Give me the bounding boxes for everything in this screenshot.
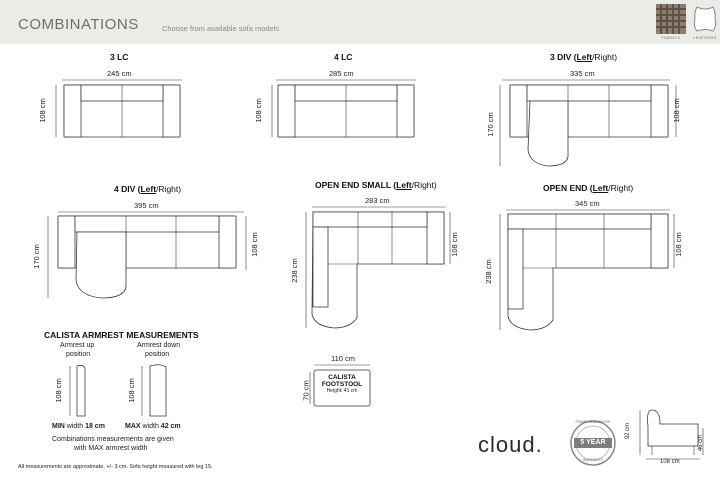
cloud-logo: cloud. xyxy=(478,432,543,457)
armrest-min-width: MIN width 18 cm xyxy=(52,423,105,430)
model-4lc-depth: 108 cm xyxy=(253,98,263,123)
model-oes-width: 283 cm xyxy=(365,196,390,205)
model-4div-width: 395 cm xyxy=(134,201,159,210)
badge-bottom-text: WARRANTY xyxy=(583,458,603,462)
armrest-up-label-2: position xyxy=(66,351,91,358)
model-3div-chaise: 170 cm xyxy=(485,112,495,137)
model-4div-right: /Right) xyxy=(156,184,182,194)
leathers-label: LEATHERS xyxy=(693,35,717,40)
model-3lc-depth: 108 cm xyxy=(37,98,47,123)
armrest-note-2: with MAX armrest width xyxy=(74,445,148,452)
model-3div-width: 335 cm xyxy=(570,69,595,78)
armrest-heading: CALISTA ARMREST MEASUREMENTS xyxy=(44,330,199,340)
model-oe-depth: 108 cm xyxy=(673,232,683,257)
model-3div-right: /Right) xyxy=(592,52,618,62)
badge-top-text: FRAME GUARANTEE xyxy=(575,420,611,424)
footstool-width: 110 cm xyxy=(331,354,356,363)
footer-note: All measurements are approximate, +/- 3 cm. Sofa height measured with leg 15. xyxy=(18,464,213,470)
armrest-note-1: Combinations measurements are given xyxy=(52,436,174,443)
model-4lc-width: 285 cm xyxy=(329,69,354,78)
model-oes-length: 238 cm xyxy=(289,258,299,283)
armrest-max-width: MAX width 42 cm xyxy=(125,423,181,430)
model-oes-depth: 108 cm xyxy=(449,232,459,257)
model-4div-left: Left xyxy=(140,184,157,194)
armrest-down-label-1: Armrest down xyxy=(137,342,181,349)
model-oe-length: 238 cm xyxy=(483,259,493,284)
armrest-up-height: 108 cm xyxy=(53,378,63,403)
footstool-depth: 70 cm xyxy=(301,380,311,401)
model-3div-left: Left xyxy=(576,52,593,62)
model-oe-title: OPEN END (Left/Right) xyxy=(543,183,634,193)
model-oes-title: OPEN END SMALL (Left/Right) xyxy=(315,180,437,190)
model-oe-left: Left xyxy=(592,183,609,193)
side-depth: 108 cm xyxy=(660,459,680,465)
model-4div-depth: 108 cm xyxy=(249,232,259,257)
model-3div-title: 3 DIV (Left/Right) xyxy=(550,52,618,62)
model-4div-chaise: 170 cm xyxy=(31,244,41,269)
model-3lc-width: 245 cm xyxy=(107,69,132,78)
side-seat-height: 46 cm xyxy=(698,434,705,452)
footstool-height: Height: 41 cm xyxy=(326,388,358,394)
model-oe-right: /Right) xyxy=(608,183,634,193)
model-oe-width: 345 cm xyxy=(575,199,600,208)
side-height: 92 cm xyxy=(625,422,632,440)
model-4lc-title: 4 LC xyxy=(334,52,353,62)
model-3div-depth: 108 cm xyxy=(671,98,681,123)
armrest-down-label-2: position xyxy=(145,351,170,358)
footstool-name-1: CALISTA xyxy=(328,374,356,381)
model-oes-right: /Right) xyxy=(411,180,437,190)
page-subtitle: Choose from available sofa models xyxy=(162,24,280,33)
fabrics-label: FABRICS xyxy=(661,35,681,40)
armrest-up-label-1: Armrest up xyxy=(60,342,95,349)
model-3lc-title: 3 LC xyxy=(110,52,129,62)
badge-year: 5 YEAR xyxy=(580,439,606,446)
model-oes-left: Left xyxy=(396,180,412,190)
model-4div-title: 4 DIV (Left/Right) xyxy=(114,184,182,194)
page-title: COMBINATIONS xyxy=(18,16,139,33)
armrest-down-height: 108 cm xyxy=(126,378,136,403)
footstool-name-2: FOOTSTOOL xyxy=(321,381,363,388)
